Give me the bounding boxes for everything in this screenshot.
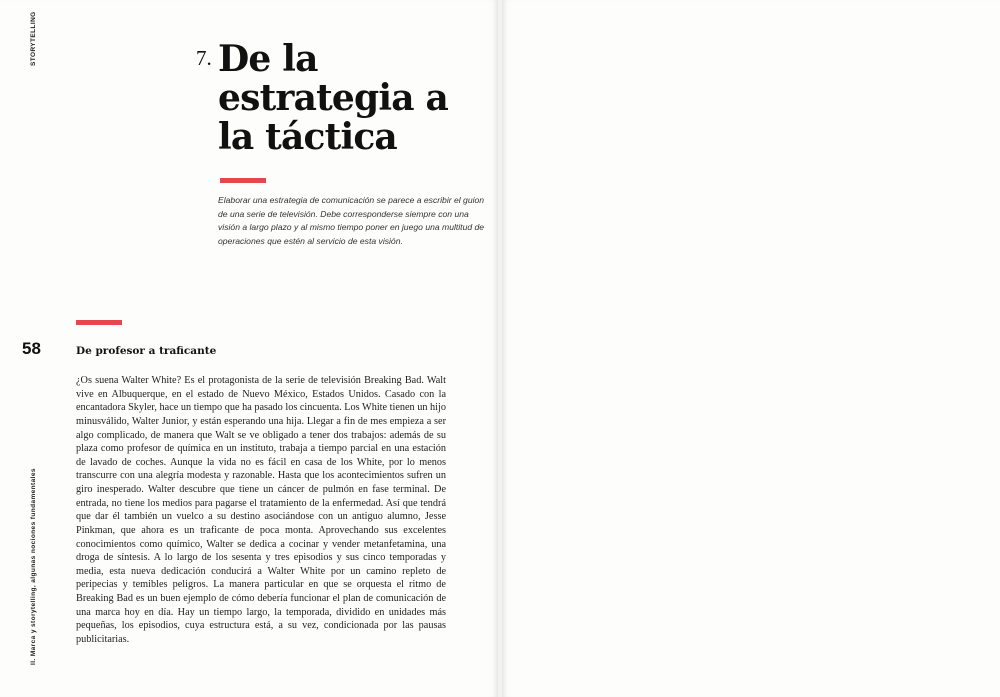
chapter-number: 7. (196, 46, 212, 70)
section-accent-bar (76, 320, 122, 325)
page-number-left: 58 (22, 339, 41, 358)
title-accent-bar (220, 178, 266, 183)
right-page (502, 0, 1000, 697)
chapter-title: De la estrategia a la táctica (218, 38, 449, 158)
chapter-intro: Elaborar una estrategia de comunicación se parece a escribir el guion de una serie de televisión. Debe corresponderse siempre con una visión a largo plazo y al mismo tiempo poner en juego una multitud de operaciones que estén al servicio de esta visión. (218, 195, 485, 246)
left-page (0, 0, 498, 697)
side-tag-bottom-left: II. Marca y storytelling, algunas nociones fundamentales (30, 468, 37, 665)
side-tag-top-left: STORYTELLING (30, 11, 37, 66)
paragraph: ¿Os suena Walter White? Es el protagonista de la serie de televisión Breaking Bad. Walt vive en Albuquerque, en el estado de Nuevo México, Estados Unidos. Casado con la encantadora Skyler, hace un tiempo que ha pasado los cincuenta. Los White tienen un hijo minusválido, Walter Junior, y están esperando una hija. Llegar a fin de mes empieza a ser algo complicado, de manera que Walt se ve obligado a tener dos trabajos: además de su plaza como profesor de química en un instituto, trabaja a tiempo parcial en una estación de lavado de coches. Aunque la vida no es fácil en casa de los White, por lo menos transcurre con una alegría modesta y razonable. Hasta que los acontecimientos sufren un giro inesperado. Walter descubre que tiene un cáncer de pulmón en fase terminal. De entrada, no tiene los medios para pagarse el tratamiento de la enfermedad. Así que tendrá que dar él también un vuelco a su destino asociándose con un antiguo alumno, Jesse Pinkman, que ahora es un traficante de poca monta. Aprovechando sus excelentes conocimientos como químico, Walter se dedica a cocinar y vender metanfetamina, una droga de síntesis. A lo largo de los sesenta y tres episodios y sus cinco temporadas y media, esta nueva dedicación conducirá a Walter White por un camino repleto de peripecias y temibles peligros. La manera particular en que se orquesta el ritmo de Breaking Bad es un buen ejemplo de cómo debería funcionar el plan de comunicación de una marca hoy en día. Hay un tiempo largo, la temporada, dividido en unidades más pequeñas, los episodios, cuya estructura está, a su vez, condicionada por las pausas publicitarias. (76, 375, 446, 645)
body-text-left (76, 374, 446, 647)
section-heading-left: De profesor a traficante (76, 345, 217, 357)
